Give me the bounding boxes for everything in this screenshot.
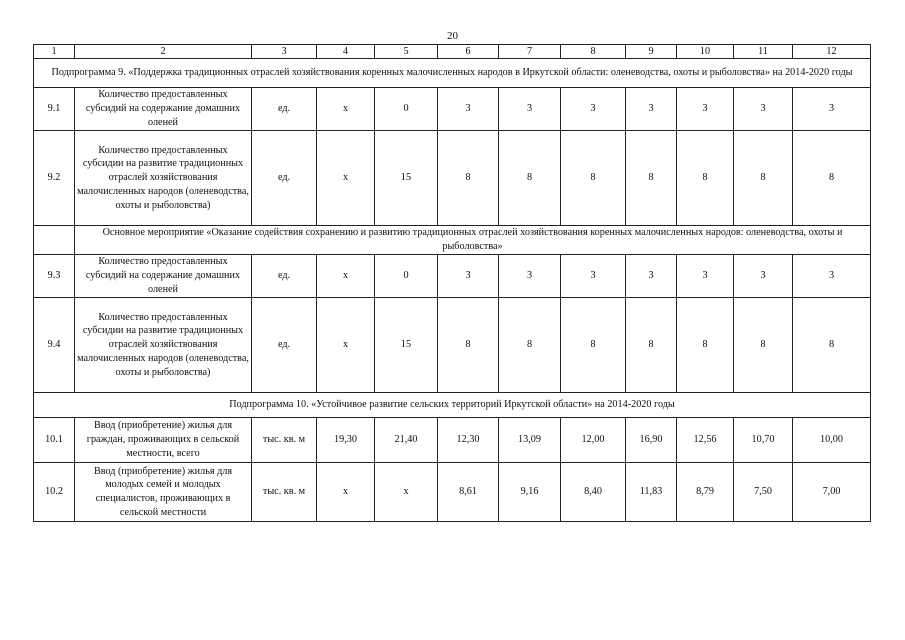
table-row [34,255,871,298]
indicator-name: Ввод (приобретение) жилья для граждан, проживающих в сельской местности, всего [75,418,252,463]
indicator-name: Ввод (приобретение) жилья для молодых семей и молодых специалистов, проживающих в сельской местности [75,463,252,522]
value-cell: 9,16 [499,463,561,522]
header-cell: 1 [34,45,75,59]
value-cell: 8 [626,298,677,393]
row-number: 10.2 [34,463,75,522]
header-cell: 2 [75,45,252,59]
value-cell: 8,79 [677,463,734,522]
section-row [34,59,871,88]
section-title-9: Подпрограмма 9. «Поддержка традиционных отраслей хозяйствования коренных малочисленных народов в Иркутской области: оленеводства, охоты и рыболовства» на 2014-2020 годы [34,59,871,88]
header-row [34,45,871,59]
value-cell: 3 [677,255,734,298]
value-cell: 3 [793,88,871,131]
header-cell: 7 [499,45,561,59]
value-cell: 16,90 [626,418,677,463]
value-cell: 15 [375,131,438,226]
value-cell: 8 [499,131,561,226]
value-cell: 8,61 [438,463,499,522]
value-cell: 8 [438,131,499,226]
indicator-table [33,44,871,522]
unit-cell: тыс. кв. м [252,463,317,522]
value-cell: 7,00 [793,463,871,522]
table-row [34,131,871,226]
header-cell: 9 [626,45,677,59]
value-cell: 13,09 [499,418,561,463]
value-cell: 3 [626,255,677,298]
section-title-10: Подпрограмма 10. «Устойчивое развитие сельских территорий Иркутской области» на 2014-2020 годы [34,393,871,418]
value-cell: 3 [499,255,561,298]
unit-cell: ед. [252,131,317,226]
value-cell: 3 [734,255,793,298]
value-cell: 8 [626,131,677,226]
main-activity-title: Основное мероприятие «Оказание содействия сохранению и развитию традиционных отраслей хозяйствования коренных малочисленных народов: оленеводства, охоты и рыболовства» [75,226,871,255]
header-cell: 5 [375,45,438,59]
value-cell: 8 [734,298,793,393]
row-number: 9.4 [34,298,75,393]
value-cell: 11,83 [626,463,677,522]
header-cell: 12 [793,45,871,59]
value-cell: 3 [793,255,871,298]
header-cell: 3 [252,45,317,59]
value-cell: 21,40 [375,418,438,463]
row-number: 9.2 [34,131,75,226]
value-cell: 0 [375,88,438,131]
value-cell: 8 [734,131,793,226]
value-cell: 8 [793,298,871,393]
header-cell: 6 [438,45,499,59]
value-cell: 8 [561,298,626,393]
value-cell: 19,30 [317,418,375,463]
indicator-name: Количество предоставленных субсидии на развитие традиционных отраслей хозяйствования малочисленных народов (оленеводства, охоты и рыболовства) [75,131,252,226]
value-cell: 3 [734,88,793,131]
value-cell: 3 [438,88,499,131]
value-cell: 8 [561,131,626,226]
table-row [34,298,871,393]
value-cell: x [317,88,375,131]
value-cell: 10,00 [793,418,871,463]
value-cell: 8 [793,131,871,226]
empty-cell [34,226,75,255]
value-cell: 8,40 [561,463,626,522]
value-cell: x [317,255,375,298]
table-row [34,418,871,463]
header-cell: 11 [734,45,793,59]
unit-cell: тыс. кв. м [252,418,317,463]
page-number: 20 [447,30,458,42]
value-cell: 3 [677,88,734,131]
value-cell: 15 [375,298,438,393]
section-row [34,226,871,255]
indicator-name: Количество предоставленных субсидий на содержание домашних оленей [75,88,252,131]
indicator-name: Количество предоставленных субсидий на содержание домашних оленей [75,255,252,298]
table-row [34,463,871,522]
header-cell: 10 [677,45,734,59]
value-cell: 8 [677,131,734,226]
value-cell: 0 [375,255,438,298]
table-row [34,88,871,131]
value-cell: 8 [677,298,734,393]
value-cell: 10,70 [734,418,793,463]
row-number: 9.1 [34,88,75,131]
unit-cell: ед. [252,88,317,131]
unit-cell: ед. [252,298,317,393]
row-number: 9.3 [34,255,75,298]
value-cell: x [317,463,375,522]
unit-cell: ед. [252,255,317,298]
value-cell: 8 [499,298,561,393]
value-cell: 3 [499,88,561,131]
row-number: 10.1 [34,418,75,463]
value-cell: 8 [438,298,499,393]
value-cell: 3 [561,255,626,298]
value-cell: 7,50 [734,463,793,522]
value-cell: 3 [561,88,626,131]
value-cell: x [317,298,375,393]
value-cell: 12,00 [561,418,626,463]
value-cell: x [375,463,438,522]
value-cell: 12,56 [677,418,734,463]
section-row [34,393,871,418]
value-cell: x [317,131,375,226]
header-cell: 4 [317,45,375,59]
value-cell: 3 [626,88,677,131]
header-cell: 8 [561,45,626,59]
value-cell: 12,30 [438,418,499,463]
indicator-name: Количество предоставленных субсидии на развитие традиционных отраслей хозяйствования малочисленных народов (оленеводства, охоты и рыболовства) [75,298,252,393]
value-cell: 3 [438,255,499,298]
